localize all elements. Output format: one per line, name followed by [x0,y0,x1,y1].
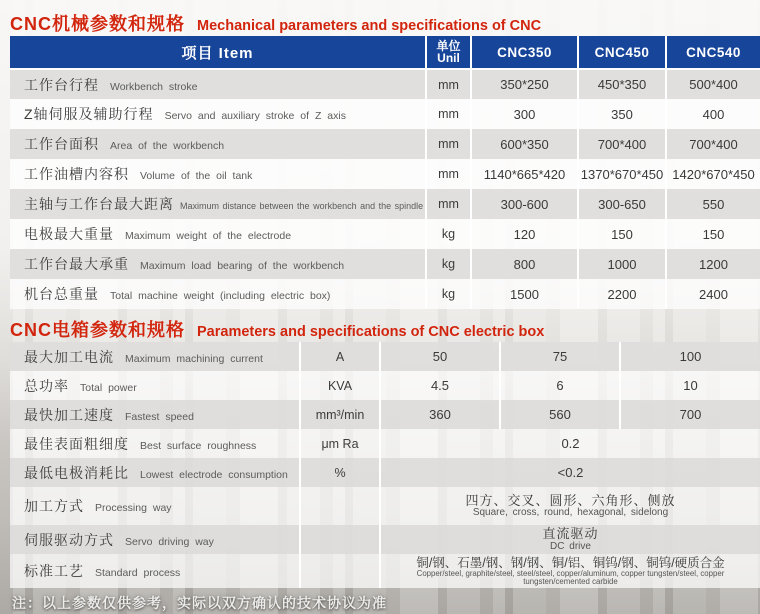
model-column-header-cnc450: CNC450 [578,36,666,69]
table-row [10,219,760,249]
item-label-zh: 工作台行程 [24,76,99,93]
item-label-en: Maximum weight of the electrode [125,230,292,242]
unit-cell: KVA [300,371,380,400]
item-label-zh: Z轴伺服及辅助行程 [24,106,154,122]
unit-cell: μm Ra [300,429,380,458]
table-row [10,458,760,487]
item-column-header: 项目 Item [10,36,426,69]
unit-cell: mm [426,189,471,219]
table-row [10,129,760,159]
unit-cell: mm [426,99,471,129]
table-row [10,487,760,525]
mechanical-title-en: Mechanical parameters and specifications of CNC [197,18,542,34]
item-cell [10,458,300,487]
model-column-header-cnc350: CNC350 [471,36,578,69]
item-cell [10,189,426,219]
value-cell-cnc450: 560 [500,400,620,429]
item-cell [10,525,300,554]
electric-title-zh: CNC电箱参数和规格 [10,320,185,340]
value-cell-cnc540: 700*400 [666,129,760,159]
value-cell-span: 0.2 [380,429,760,458]
item-label-zh: 电极最大重量 [24,226,114,242]
unit-cell: mm [426,129,471,159]
item-label-en: Workbench stroke [110,80,198,93]
mechanical-title-zh: CNC机械参数和规格 [10,14,185,34]
item-label-zh: 工作台面积 [24,136,99,152]
table-row [10,371,760,400]
item-cell [10,429,300,458]
unit-cell [300,487,380,525]
value-cell-cnc540: 2400 [666,279,760,309]
item-cell [10,219,426,249]
model-column-header-cnc540: CNC540 [666,36,760,69]
item-cell [10,371,300,400]
item-label-en: Total machine weight (including electric box) [110,290,331,302]
value-cell-cnc450: 700*400 [578,129,666,159]
value-cell-cnc540: 10 [620,371,760,400]
item-cell [10,279,426,309]
electric-title-en: Parameters and specifications of CNC electric box [197,324,545,340]
table-row [10,189,760,219]
footnote: 注：以上参数仅供参考，实际以双方确认的技术协议为准 [12,595,387,611]
unit-header-zh: 单位 [436,38,461,53]
item-label-en: Volume of the oil tank [140,170,253,182]
item-cell [10,400,300,429]
item-label-zh: 最大加工电流 [24,348,114,365]
item-cell [10,69,426,99]
table-row [10,99,760,129]
value-cell-cnc350: 600*350 [471,129,578,159]
item-cell [10,342,300,371]
value-cell-cnc450: 6 [500,371,620,400]
value-cell-cnc540: 700 [620,400,760,429]
unit-cell: % [300,458,380,487]
item-label-zh: 机台总重量 [24,286,99,302]
value-cell-cnc540: 500*400 [666,69,760,99]
item-label-zh: 工作油槽内容积 [24,166,129,182]
value-cell-span [380,487,760,525]
value-cell-cnc450: 300-650 [578,189,666,219]
value-cell-cnc450: 450*350 [578,69,666,99]
mechanical-parameters-table [10,36,760,309]
item-label-en: Maximum machining current [125,352,263,365]
item-label-zh: 主轴与工作台最大距离 [24,196,174,212]
item-label-zh: 最低电极消耗比 [24,464,129,481]
electric-box-parameters-table [10,342,760,588]
unit-cell: mm [426,69,471,99]
table-row [10,525,760,554]
value-cell-cnc540: 150 [666,219,760,249]
value-cell-cnc350: 300-600 [471,189,578,219]
item-label-en: Maximum load bearing of the workbench [140,260,345,272]
value-cell-cnc540: 1200 [666,249,760,279]
item-label-en: Servo driving way [125,535,214,548]
item-label-zh: 伺服驱动方式 [24,531,114,548]
value-cell-cnc450: 150 [578,219,666,249]
header-row [10,36,760,69]
item-cell [10,249,426,279]
table-row [10,400,760,429]
item-cell [10,129,426,159]
table-row [10,554,760,588]
unit-cell: kg [426,249,471,279]
electric-box-section-title [10,316,760,340]
value-cell-cnc350: 1140*665*420 [471,159,578,189]
table-row [10,429,760,458]
table-row [10,69,760,99]
item-label-en: Servo and auxiliary stroke of Z axis [164,110,346,122]
value-cell-cnc540: 400 [666,99,760,129]
unit-cell: kg [426,279,471,309]
mechanical-section-title [10,10,760,34]
item-cell [10,487,300,525]
span-value-en: Copper/steel, graphite/steel, steel/steel, copper/aluminum, copper tungsten/steel, copper tungsten/cemented carbide [416,569,725,587]
mechanical-table-header [10,36,760,69]
unit-column-header [426,36,471,69]
value-cell-span: <0.2 [380,458,760,487]
value-cell-cnc450: 1000 [578,249,666,279]
value-cell-cnc350: 350*250 [471,69,578,99]
item-label-zh: 加工方式 [24,498,84,514]
value-cell-cnc450: 350 [578,99,666,129]
value-cell-cnc350: 4.5 [380,371,500,400]
table-row [10,342,760,371]
item-label-zh: 工作台最大承重 [24,256,129,272]
table-row [10,279,760,309]
item-label-en: Processing way [95,502,172,514]
item-label-en: Area of the workbench [110,140,225,152]
unit-cell [300,525,380,554]
value-cell-span [380,554,760,588]
unit-cell: kg [426,219,471,249]
span-value-zh: 四方、交叉、圆形、六角形、侧放 [465,492,676,508]
unit-cell: A [300,342,380,371]
value-cell-cnc350: 120 [471,219,578,249]
span-value-zh: 铜/钢、石墨/钢、钢/钢、铜/铝、铜钨/钢、铜钨/硬质合金 [416,555,725,570]
value-cell-cnc540: 1420*670*450 [666,159,760,189]
span-value-en: DC drive [550,540,591,552]
value-cell-cnc450: 2200 [578,279,666,309]
span-value-zh: 直流驱动 [542,526,599,542]
item-cell [10,159,426,189]
item-cell [10,99,426,129]
value-cell-cnc350: 1500 [471,279,578,309]
value-cell-cnc350: 360 [380,400,500,429]
value-cell-cnc350: 50 [380,342,500,371]
item-label-en: Lowest electrode consumption [140,468,288,481]
unit-cell: mm³/min [300,400,380,429]
item-cell [10,554,300,588]
item-label-en: Maximum distance between the workbench and the spindle [180,201,424,211]
item-label-en: Standard process [95,567,181,579]
value-cell-cnc450: 1370*670*450 [578,159,666,189]
item-label-zh: 最快加工速度 [24,406,114,423]
unit-cell: mm [426,159,471,189]
item-label-en: Total power [80,381,137,394]
item-label-en: Best surface roughness [140,439,257,452]
unit-header-en: Unil [437,51,460,65]
span-value-en: Square, cross, round, hexagonal, sidelong [472,507,669,519]
table-row [10,159,760,189]
item-label-zh: 标准工艺 [24,563,84,579]
value-cell-cnc350: 800 [471,249,578,279]
value-cell-cnc350: 300 [471,99,578,129]
value-cell-cnc540: 550 [666,189,760,219]
item-label-en: Fastest speed [125,410,194,423]
item-label-zh: 最佳表面粗细度 [24,435,129,452]
value-cell-span [380,525,760,554]
item-label-zh: 总功率 [24,377,69,394]
unit-cell [300,554,380,588]
value-cell-cnc540: 100 [620,342,760,371]
table-row [10,249,760,279]
value-cell-cnc450: 75 [500,342,620,371]
